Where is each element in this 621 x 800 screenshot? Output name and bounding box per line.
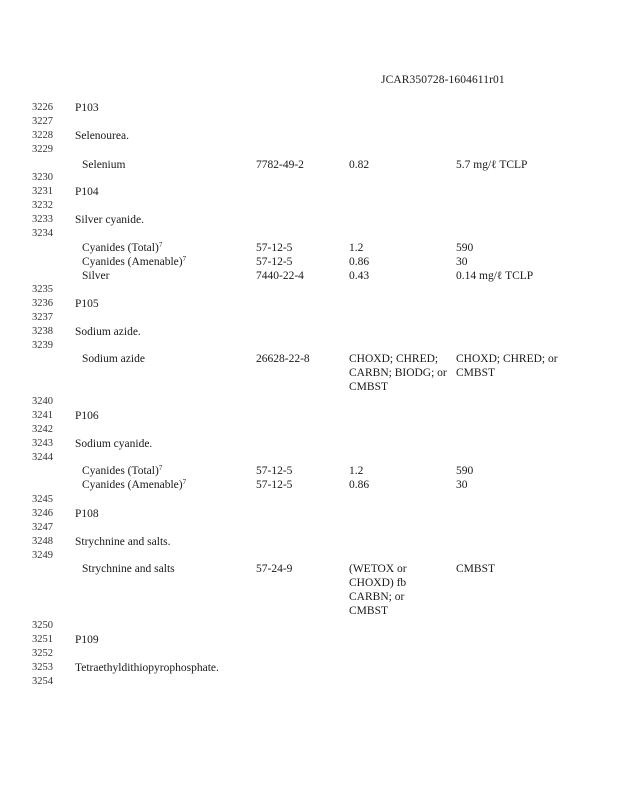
nonwastewater-standard: 0.14 mg/ℓ TCLP (456, 270, 534, 282)
cas-number: 57-12-5 (256, 242, 293, 254)
wastewater-standard: 0.86 (349, 479, 370, 491)
line-number: 3236 (32, 298, 53, 309)
line-number: 3244 (32, 452, 53, 463)
waste-code: P103 (75, 102, 99, 114)
nonwastewater-standard: 590 (456, 465, 474, 477)
waste-name: Sodium cyanide. (75, 438, 153, 450)
waste-name: Tetraethyldithiopyrophosphate. (75, 662, 219, 674)
cas-number: 57-12-5 (256, 256, 293, 268)
line-number: 3254 (32, 676, 53, 687)
line-number: 3247 (32, 522, 53, 533)
line-number: 3243 (32, 438, 53, 449)
constituent: Selenium (82, 159, 126, 171)
line-number: 3238 (32, 326, 53, 337)
line-number: 3230 (32, 172, 53, 183)
footnote-marker: 7 (158, 464, 163, 472)
cas-number: 57-12-5 (256, 479, 293, 491)
line-number: 3237 (32, 312, 53, 323)
constituent: Cyanides (Total)$^7$ (82, 464, 163, 477)
nonwastewater-standard: CMBST (456, 563, 495, 575)
constituent: Silver (82, 270, 110, 282)
line-number: 3232 (32, 200, 53, 211)
line-number: 3227 (32, 116, 53, 127)
line-number: 3241 (32, 410, 53, 421)
wastewater-standard: (WETOX or CHOXD) fb CARBN; or CMBST (349, 563, 407, 617)
nonwastewater-standard: 590 (456, 242, 474, 254)
line-number: 3235 (32, 284, 53, 295)
waste-code: P109 (75, 634, 99, 646)
wastewater-standard: 1.2 (349, 242, 364, 254)
waste-code: P105 (75, 298, 99, 310)
line-number: 3252 (32, 648, 53, 659)
line-number: 3231 (32, 186, 53, 197)
cas-number: 26628-22-8 (256, 353, 310, 365)
line-number: 3239 (32, 340, 53, 351)
nonwastewater-standard: 5.7 mg/ℓ TCLP (456, 159, 528, 171)
line-number: 3228 (32, 130, 53, 141)
waste-name: Silver cyanide. (75, 214, 144, 226)
line-number: 3249 (32, 550, 53, 561)
line-number: 3234 (32, 228, 53, 239)
line-number: 3251 (32, 634, 53, 645)
line-number: 3229 (32, 144, 53, 155)
wastewater-standard: 0.86 (349, 256, 370, 268)
line-number: 3226 (32, 102, 53, 113)
constituent: Strychnine and salts (82, 563, 175, 575)
line-number: 3245 (32, 494, 53, 505)
waste-name: Strychnine and salts. (75, 536, 171, 548)
nonwastewater-standard: CHOXD; CHRED; or CMBST (456, 353, 558, 379)
wastewater-standard: 0.43 (349, 270, 370, 282)
waste-name: Sodium azide. (75, 326, 141, 338)
waste-name: Selenourea. (75, 130, 129, 142)
constituent: Cyanides (Total)$^7$ (82, 241, 163, 254)
nonwastewater-standard: 30 (456, 256, 468, 268)
line-number: 3248 (32, 536, 53, 547)
line-number: 3250 (32, 620, 53, 631)
line-number: 3242 (32, 424, 53, 435)
waste-code: P108 (75, 508, 99, 520)
line-number: 3246 (32, 508, 53, 519)
wastewater-standard: CHOXD; CHRED; CARBN; BIODG; or CMBST (349, 353, 447, 393)
line-number: 3233 (32, 214, 53, 225)
nonwastewater-standard: 30 (456, 479, 468, 491)
waste-code: P106 (75, 410, 99, 422)
cas-number: 7440-22-4 (256, 270, 304, 282)
constituent: Cyanides (Amenable)$^7$ (82, 255, 187, 268)
constituent: Sodium azide (82, 353, 145, 365)
wastewater-standard: 0.82 (349, 159, 370, 171)
footnote-marker: 7 (182, 478, 187, 486)
footnote-marker: 7 (182, 255, 187, 263)
footnote-marker: 7 (158, 241, 163, 249)
line-number: 3240 (32, 396, 53, 407)
line-number: 3253 (32, 662, 53, 673)
waste-code: P104 (75, 186, 99, 198)
document-id: JCAR350728-1604611r01 (381, 74, 505, 86)
cas-number: 57-24-9 (256, 563, 293, 575)
wastewater-standard: 1.2 (349, 465, 364, 477)
cas-number: 57-12-5 (256, 465, 293, 477)
cas-number: 7782-49-2 (256, 159, 304, 171)
constituent: Cyanides (Amenable)$^7$ (82, 478, 187, 491)
